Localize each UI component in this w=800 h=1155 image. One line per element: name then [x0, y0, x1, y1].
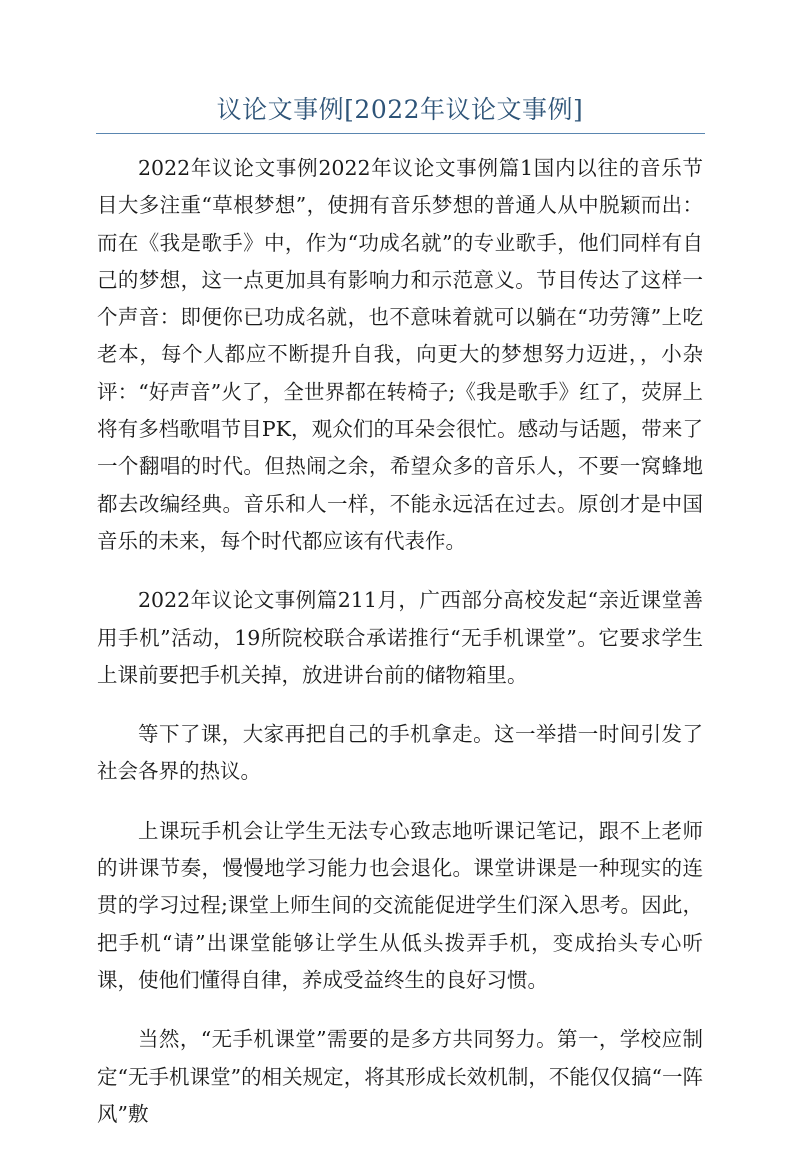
document-body [97, 150, 703, 1155]
document-title: 议论文事例[2022年议论文事例] [216, 95, 584, 124]
paragraph-4: 上课玩手机会让学生无法专心致志地听课记笔记，跟不上老师的讲课节奏，慢慢地学习能力也会退化。课堂讲课是一种现实的连贯的学习过程;课堂上师生间的交流能促进学生们深入思考。因此，把手机“请”出课堂能够让学生从低头拨弄手机，变成抬头专心听课，使他们懂得自律，养成受益终生的良好习惯。 [97, 818, 703, 992]
paragraph-2: 2022年议论文事例篇211月，广西部分高校发起“亲近课堂善用手机”活动，19所院校联合承诺推行“无手机课堂”。它要求学生上课前要把手机关掉，放进讲台前的储物箱里。 [97, 588, 703, 687]
paragraph-3: 等下了课，大家再把自己的手机拿走。这一举措一时间引发了社会各界的热议。 [97, 722, 703, 784]
title-divider [96, 133, 705, 134]
paragraph-1: 2022年议论文事例2022年议论文事例篇1国内以往的音乐节目大多注重“草根梦想”，使拥有音乐梦想的普通人从中脱颖而出：而在《我是歌手》中，作为“功成名就”的专业歌手，他们同样有自己的梦想，这一点更加具有影响力和示范意义。节目传达了这样一个声音：即便你已功成名就，也不意味着就可以躺在“功劳簿”上吃老本，每个人都应不断提升自我，向更大的梦想努力迈进，，小杂评：“好声音”火了，全世界都在转椅子;《我是歌手》红了，荧屏上将有多档歌唱节目PK，观众们的耳朵会很忙。感动与话题，带来了一个翻唱的时代。但热闹之余，希望众多的音乐人，不要一窝蜂地都去改编经典。音乐和人一样，不能永远活在过去。原创才是中国音乐的未来，每个时代都应该有代表作。 [97, 156, 703, 553]
paragraph-5: 当然，“无手机课堂”需要的是多方共同努力。第一，学校应制定“无手机课堂”的相关规定，将其形成长效机制，不能仅仅搞“一阵风”敷 [97, 1027, 703, 1126]
